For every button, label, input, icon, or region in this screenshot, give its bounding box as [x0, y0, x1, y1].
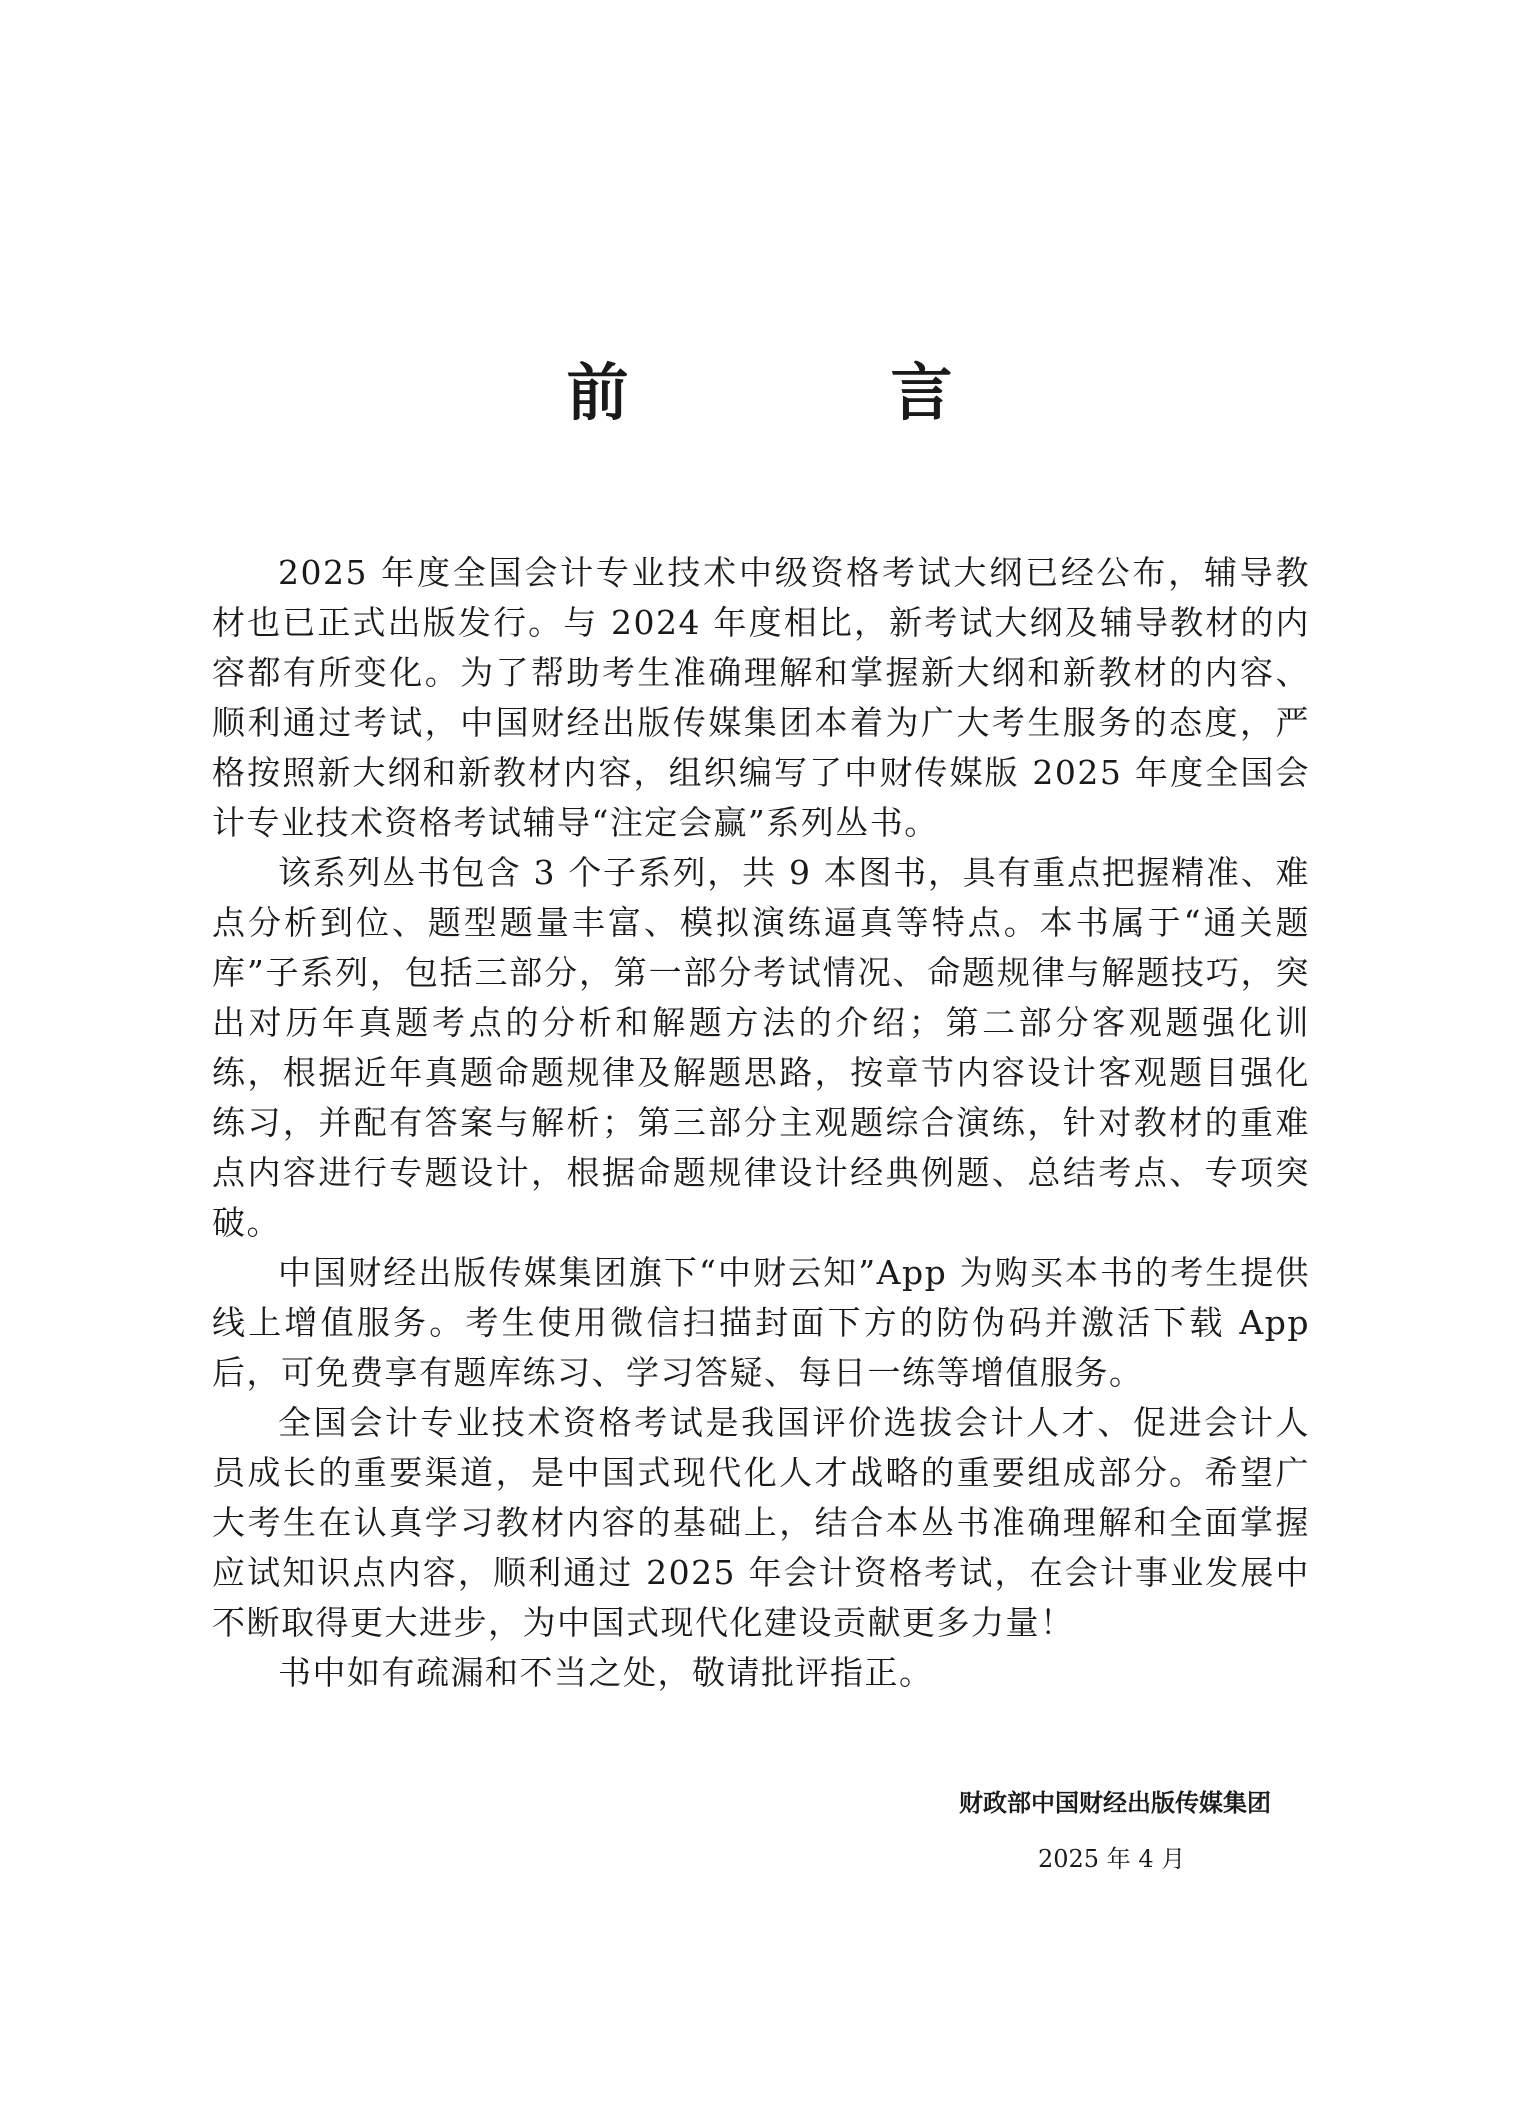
paragraph-1: 2025 年度全国会计专业技术中级资格考试大纲已经公布，辅导教材也已正式出版发行。与 2024 年度相比，新考试大纲及辅导教材的内容都有所变化。为了帮助考生准确理解和掌握新大纲和新教材的内容、顺利通过考试，中国财经出版传媒集团本着为广大考生服务的态度，严格按照新大纲和新教材内容，组织编写了中财传媒版 2025 年度全国会计专业技术资格考试辅导“注定会赢”系列丛书。 — [212, 553, 1310, 842]
preface-body — [212, 548, 1310, 1698]
page-title: 前 言 — [566, 356, 1053, 429]
paragraph-4: 全国会计专业技术资格考试是我国评价选拔会计人才、促进会计人员成长的重要渠道，是中国式现代化人才战略的重要组成部分。希望广大考生在认真学习教材内容的基础上，结合本丛书准确理解和全面掌握应试知识点内容，顺利通过 2025 年会计资格考试，在会计事业发展中不断取得更大进步，为中国式现代化建设贡献更多力量！ — [212, 1403, 1310, 1642]
paragraph-5: 书中如有疏漏和不当之处，敬请批评指正。 — [278, 1653, 934, 1692]
paragraph-2: 该系列丛书包含 3 个子系列，共 9 本图书，具有重点把握精准、难点分析到位、题型题量丰富、模拟演练逼真等特点。本书属于“通关题库”子系列，包括三部分，第一部分考试情况、命题规律与解题技巧，突出对历年真题考点的分析和解题方法的介绍；第二部分客观题强化训练，根据近年真题命题规律及解题思路，按章节内容设计客观题目强化练习，并配有答案与解析；第三部分主观题综合演练，针对教材的重难点内容进行专题设计，根据命题规律设计经典例题、总结考点、专项突破。 — [212, 853, 1310, 1242]
signature: 财政部中国财经出版传媒集团 — [959, 1789, 1271, 1817]
paragraph-3: 中国财经出版传媒集团旗下“中财云知”App 为购买本书的考生提供线上增值服务。考生使用微信扫描封面下方的防伪码并激活下载 App 后，可免费享有题库练习、学习答疑、每日一练等增值服务。 — [212, 1253, 1310, 1392]
signature-date: 2025 年 4 月 — [1038, 1845, 1186, 1873]
